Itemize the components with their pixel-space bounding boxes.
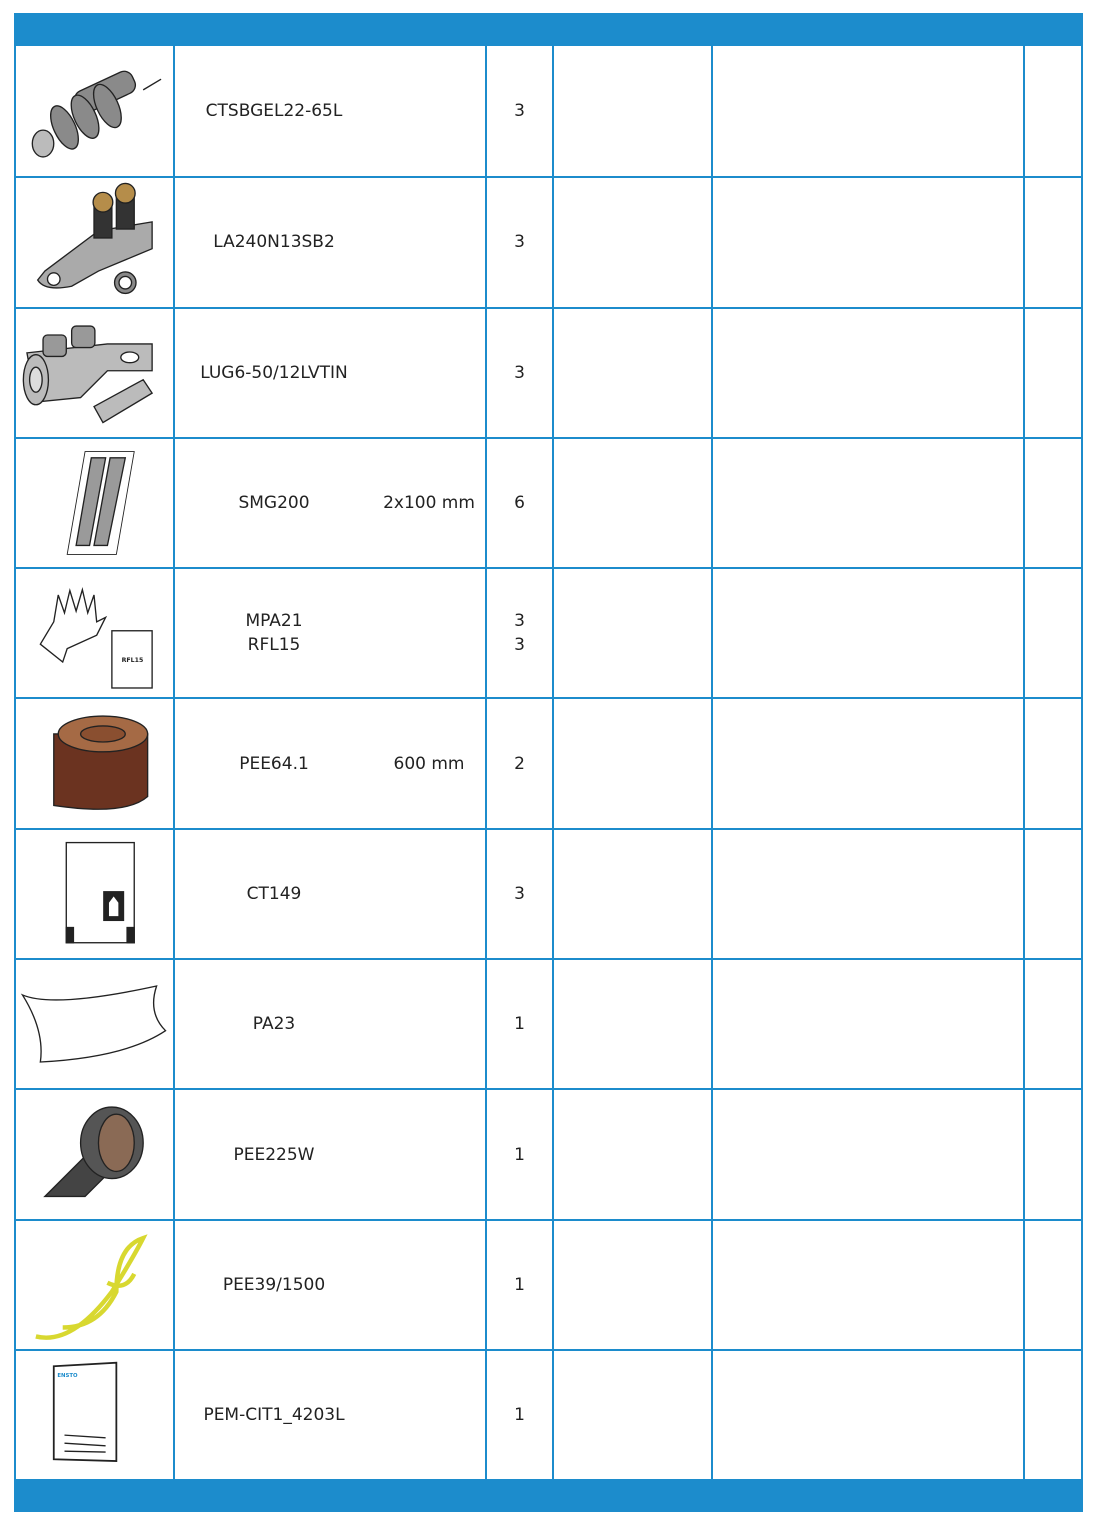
quantity-cell xyxy=(485,1090,552,1218)
empty-cell xyxy=(552,960,711,1088)
product-code xyxy=(175,491,373,515)
product-size: 600 mm xyxy=(393,753,465,774)
quantity-value: 3 xyxy=(514,635,525,656)
quantity-cell xyxy=(485,960,552,1088)
product-code xyxy=(175,1012,373,1036)
plastic-bag-icon xyxy=(18,962,170,1086)
empty-cell xyxy=(711,569,1023,697)
product-code-line: LUG6-50/12LVTIN xyxy=(200,362,348,383)
empty-cell xyxy=(711,1221,1023,1349)
table-row xyxy=(16,958,1081,1088)
empty-cell xyxy=(552,46,711,176)
table-row xyxy=(16,697,1081,827)
empty-cell xyxy=(552,830,711,958)
empty-cell xyxy=(552,178,711,306)
product-cell xyxy=(173,960,485,1088)
quantity-cell xyxy=(485,309,552,437)
product-code-line: SMG200 xyxy=(238,493,310,514)
empty-cell xyxy=(552,1221,711,1349)
product-code-line: PEE39/1500 xyxy=(222,1274,326,1295)
tape-roll-icon xyxy=(18,1092,170,1216)
table-row xyxy=(16,567,1081,697)
product-code xyxy=(175,99,373,123)
quantity-value: 3 xyxy=(514,362,525,383)
checkbox-cell xyxy=(1023,1351,1081,1479)
image-cell xyxy=(16,46,173,176)
image-cell xyxy=(16,699,173,827)
empty-cell xyxy=(552,1090,711,1218)
svg-text:ENSTO: ENSTO xyxy=(57,1372,78,1379)
empty-cell xyxy=(552,699,711,827)
product-code xyxy=(175,1403,373,1427)
product-code-line: PA23 xyxy=(252,1014,296,1035)
checkbox-cell xyxy=(1023,830,1081,958)
instruction-booklet-icon xyxy=(18,1353,170,1477)
product-code-line: LA240N13SB2 xyxy=(213,232,335,253)
quantity-cell xyxy=(485,178,552,306)
quantity-cell xyxy=(485,1221,552,1349)
table-row xyxy=(16,46,1081,176)
table-row xyxy=(16,1088,1081,1218)
table-row xyxy=(16,1349,1081,1479)
quantity-value: 2 xyxy=(514,753,525,774)
empty-cell xyxy=(711,830,1023,958)
checkbox-cell xyxy=(1023,46,1081,176)
product-size: 2x100 mm xyxy=(383,493,475,514)
quantity-value: 6 xyxy=(514,493,525,514)
checkbox-cell xyxy=(1023,178,1081,306)
image-cell xyxy=(16,830,173,958)
bolted-lug-icon xyxy=(18,180,170,304)
product-code xyxy=(175,609,373,657)
image-cell xyxy=(16,178,173,306)
product-code-line: CTSBGEL22-65L xyxy=(205,101,343,122)
product-cell xyxy=(173,309,485,437)
quantity-value: 3 xyxy=(514,101,525,122)
product-code-line: PEE64.1 xyxy=(239,753,309,774)
product-cell xyxy=(173,439,485,567)
table-row xyxy=(16,828,1081,958)
checkbox-cell xyxy=(1023,699,1081,827)
quantity-value: 1 xyxy=(514,1014,525,1035)
product-cell xyxy=(173,1351,485,1479)
quantity-cell xyxy=(485,46,552,176)
product-cell xyxy=(173,830,485,958)
mastic-strips-icon xyxy=(18,441,170,565)
product-code xyxy=(175,1273,373,1297)
table-row xyxy=(16,307,1081,437)
tin-lug-icon xyxy=(18,311,170,435)
product-code xyxy=(175,230,373,254)
empty-cell xyxy=(711,699,1023,827)
empty-cell xyxy=(711,1351,1023,1479)
quantity-value: 1 xyxy=(514,1405,525,1426)
product-cell xyxy=(173,1090,485,1218)
quantity-cell xyxy=(485,699,552,827)
cleaning-tissue-icon xyxy=(18,832,170,956)
image-cell xyxy=(16,960,173,1088)
parts-list-table xyxy=(14,13,1083,1512)
empty-cell xyxy=(711,1090,1023,1218)
image-cell xyxy=(16,1351,173,1479)
empty-cell xyxy=(711,46,1023,176)
product-code-line: CT149 xyxy=(246,883,302,904)
empty-cell xyxy=(552,1351,711,1479)
empty-cell xyxy=(552,569,711,697)
product-code-line: RFL15 xyxy=(247,635,301,656)
product-code-line: PEM-CIT1_4203L xyxy=(203,1405,345,1426)
checkbox-cell xyxy=(1023,960,1081,1088)
product-code xyxy=(175,752,373,776)
svg-text:RFL15: RFL15 xyxy=(121,657,144,665)
product-code-line: PEE225W xyxy=(233,1144,315,1165)
cable-termination-icon xyxy=(18,48,170,172)
product-code-line: MPA21 xyxy=(245,611,303,632)
product-cell xyxy=(173,1221,485,1349)
product-cell xyxy=(173,569,485,697)
image-cell xyxy=(16,569,173,697)
image-cell xyxy=(16,1090,173,1218)
quantity-value: 1 xyxy=(514,1274,525,1295)
quantity-value: 3 xyxy=(514,232,525,253)
image-cell xyxy=(16,1221,173,1349)
empty-cell xyxy=(711,309,1023,437)
product-code xyxy=(175,361,373,385)
checkbox-cell xyxy=(1023,309,1081,437)
product-cell xyxy=(173,178,485,306)
quantity-cell xyxy=(485,1351,552,1479)
gloves-and-wipe-icon xyxy=(18,571,170,695)
image-cell xyxy=(16,309,173,437)
image-cell xyxy=(16,439,173,567)
empty-cell xyxy=(711,960,1023,1088)
checkbox-cell xyxy=(1023,569,1081,697)
table-footer-band xyxy=(16,1479,1081,1510)
table-row xyxy=(16,437,1081,567)
checkbox-cell xyxy=(1023,1090,1081,1218)
quantity-cell xyxy=(485,439,552,567)
table-row xyxy=(16,176,1081,306)
table-header-band xyxy=(16,15,1081,46)
product-code xyxy=(175,882,373,906)
empty-cell xyxy=(552,309,711,437)
product-cell xyxy=(173,699,485,827)
quantity-value: 1 xyxy=(514,1144,525,1165)
yellow-cord-icon xyxy=(18,1223,170,1347)
product-code xyxy=(175,1143,373,1167)
checkbox-cell xyxy=(1023,1221,1081,1349)
checkbox-cell xyxy=(1023,439,1081,567)
empty-cell xyxy=(711,178,1023,306)
table-body xyxy=(16,46,1081,1479)
empty-cell xyxy=(552,439,711,567)
product-cell xyxy=(173,46,485,176)
empty-cell xyxy=(711,439,1023,567)
quantity-cell xyxy=(485,569,552,697)
abrasive-roll-icon xyxy=(18,701,170,825)
quantity-cell xyxy=(485,830,552,958)
quantity-value: 3 xyxy=(514,611,525,632)
table-row xyxy=(16,1219,1081,1349)
quantity-value: 3 xyxy=(514,883,525,904)
